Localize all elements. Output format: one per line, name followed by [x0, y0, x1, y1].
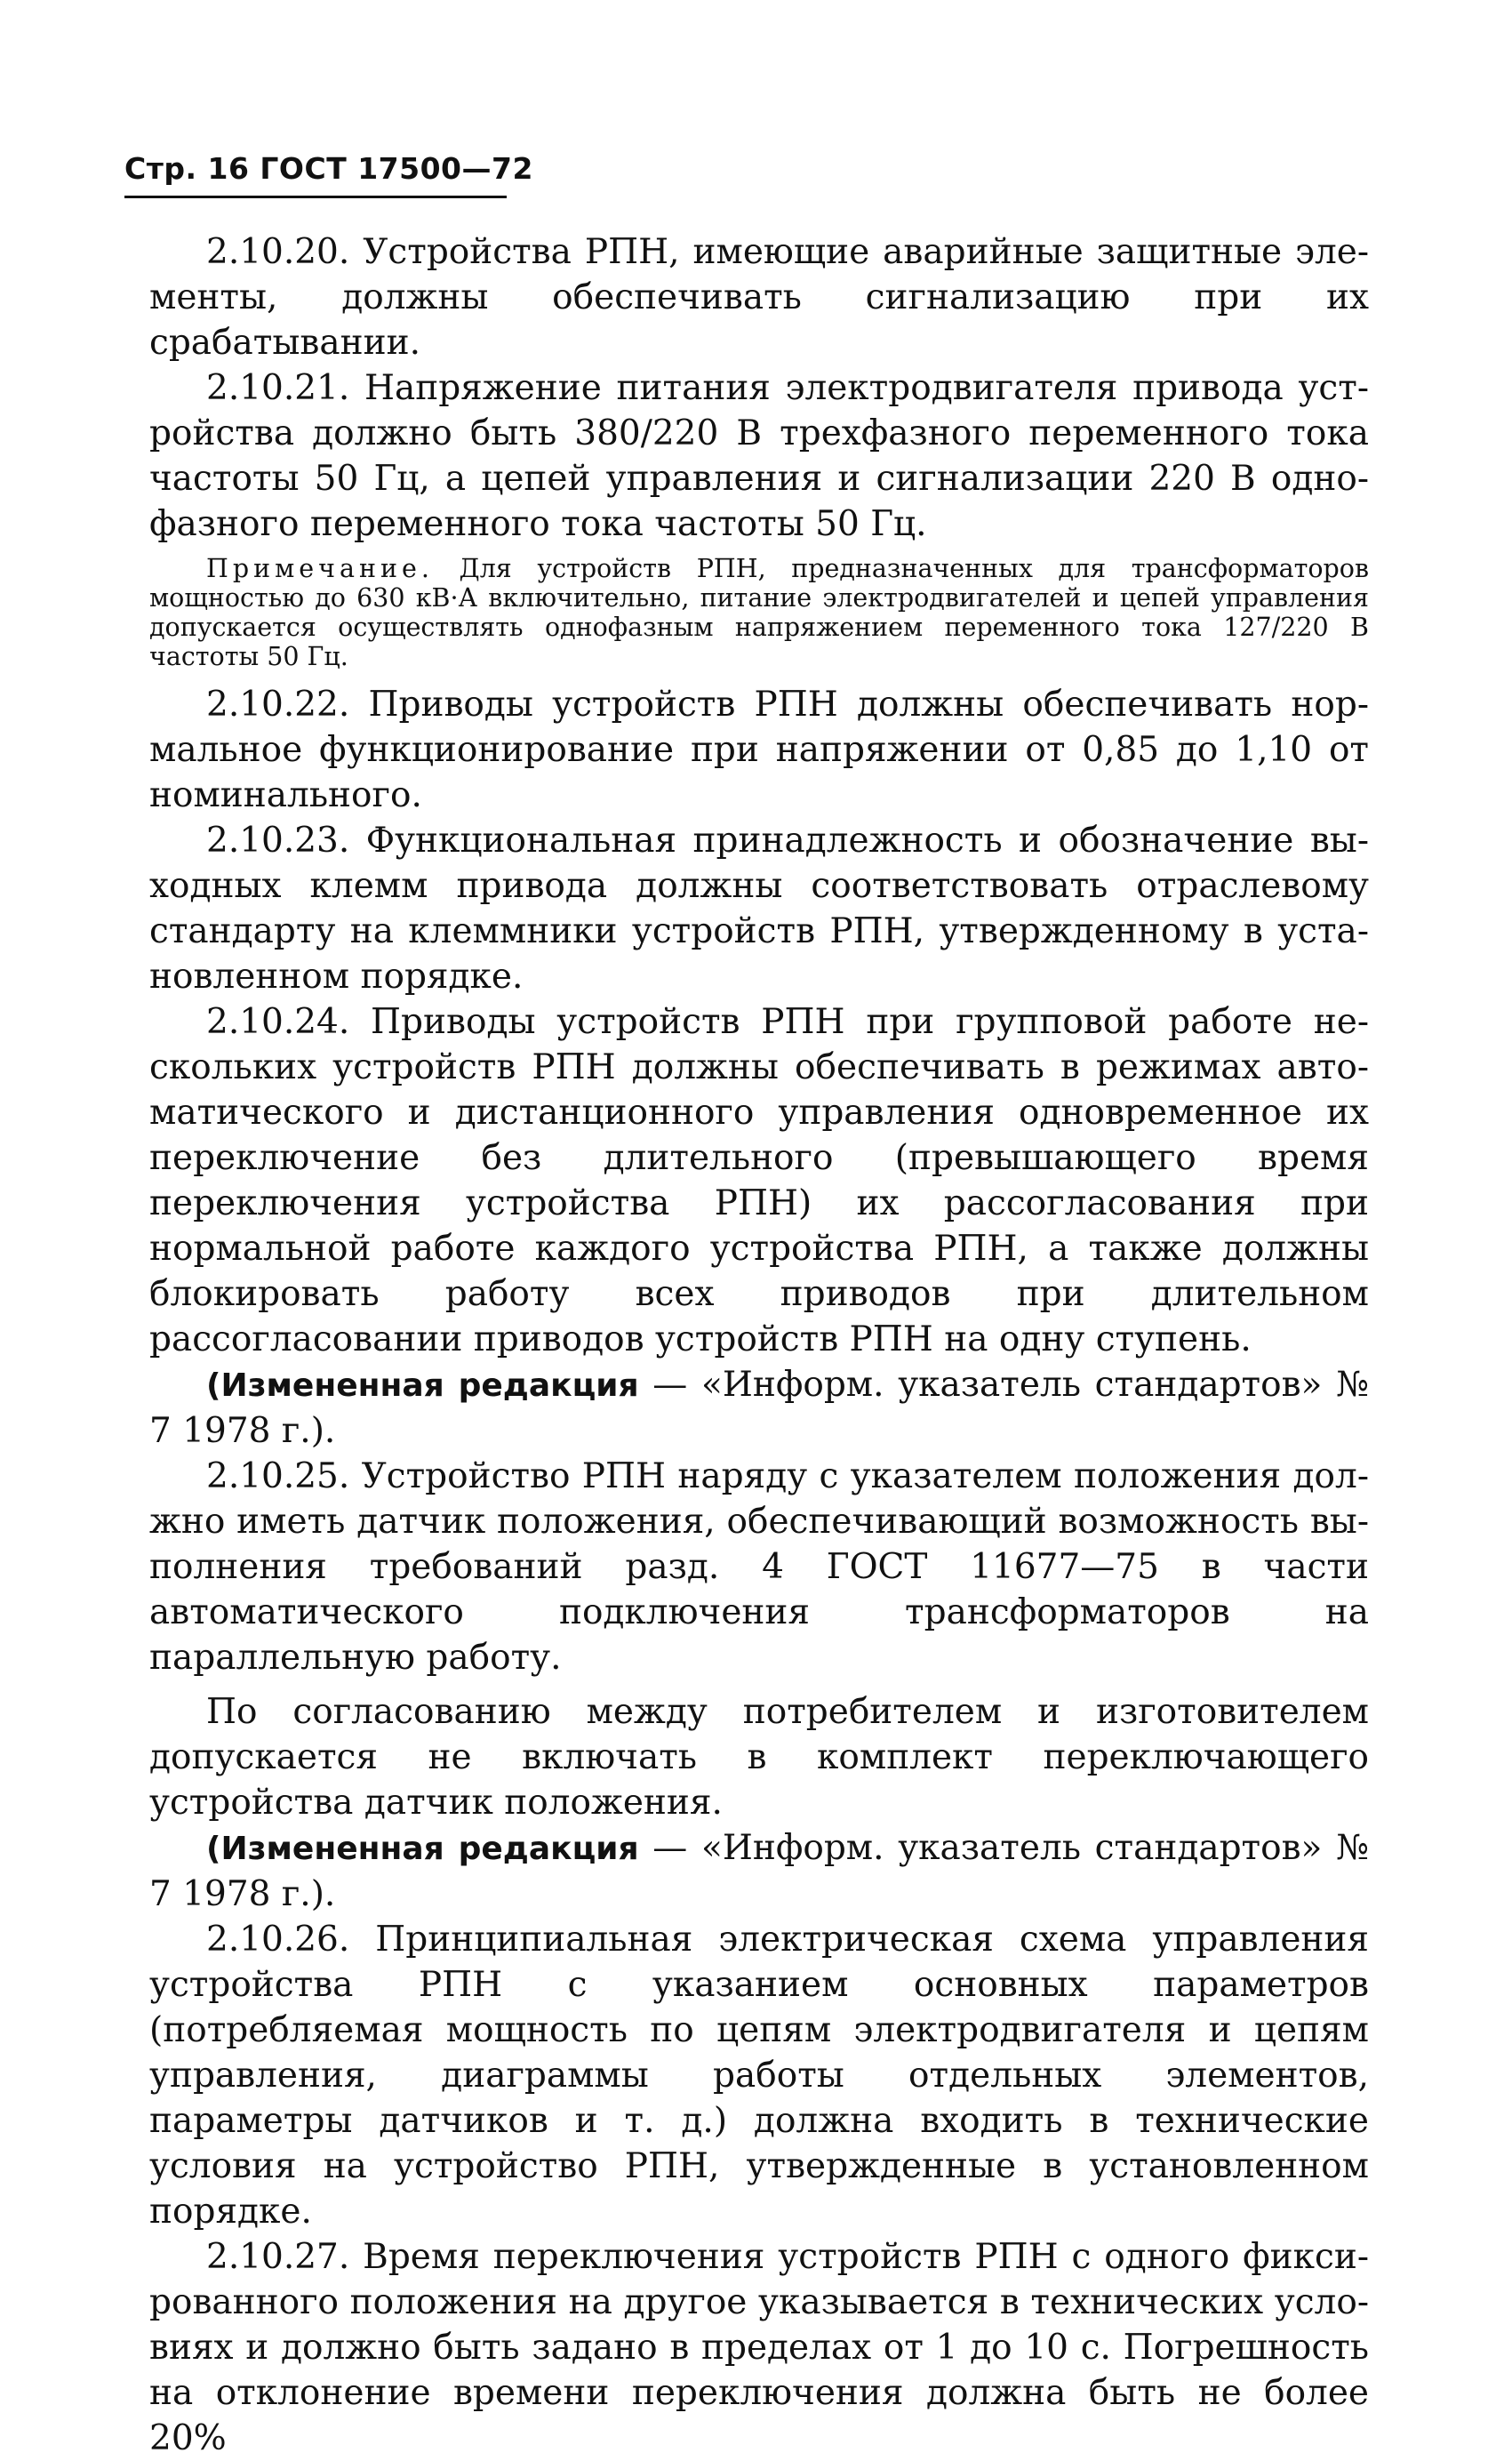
amendment-text-1: — «Информ. указатель стандартов» № 7 1978 г.).	[149, 1365, 1369, 1451]
note-paragraph	[149, 554, 1369, 671]
amendment-label-2: (Измененная редакция	[206, 1831, 639, 1867]
paragraph-2-10-25-continued: По согласованию между потребителем и изготовителем допускается не включать в комплект переключающего устройства датчик положения.	[149, 1692, 1369, 1823]
paragraph-2-10-20: 2.10.20. Устройства РПН, имеющие аварийные защитные элементы, должны обеспечивать сигнализацию при их срабатывании.	[149, 232, 1369, 363]
paragraph-2-10-27: 2.10.27. Время переключения устройств РПН с одного фиксированного положения на другое указывается в технических условиях и должно быть задано в пределах от 1 до 10 с. Погрешность на отклонение времени переключения должна быть не более 20%	[149, 2237, 1369, 2458]
amendment-text-2: — «Информ. указатель стандартов» № 7 1978 г.).	[149, 1828, 1369, 1914]
header-rule	[124, 196, 507, 198]
document-body	[149, 229, 1369, 2461]
note-label: Примечание.	[206, 554, 434, 583]
amendment-label-1: (Измененная редакция	[206, 1367, 639, 1404]
paragraph-2-10-21: 2.10.21. Напряжение питания электродвигателя привода устройства должно быть 380/220 В трехфазного переменного тока частоты 50 Гц, а цепей управления и сигнализации 220 В однофазного переменного тока частоты 50 Гц.	[149, 368, 1369, 544]
paragraph-2-10-22: 2.10.22. Приводы устройств РПН должны обеспечивать нормальное функционирование при напряжении от 0,85 до 1,10 от номинального.	[149, 685, 1369, 815]
paragraph-2-10-24: 2.10.24. Приводы устройств РПН при групповой работе нескольких устройств РПН должны обеспечивать в режимах автоматического и дистанционного управления одновременное их переключение без длительного (превышающего время переключения устройства РПН) их рассогласования при нормальной работе каждого устройства РПН, а также должны блокировать работу всех приводов при длительном рассогласовании приводов устройств РПН на одну ступень.	[149, 1002, 1369, 1359]
paragraph-2-10-26: 2.10.26. Принципиальная электрическая схема управления устройства РПН с указанием основных параметров (потребляемая мощность по цепям электродвигателя и цепям управления, диаграммы работы отдельных элементов, параметры датчиков и т. д.) должна входить в технические условия на устройство РПН, утвержденные в установленном порядке.	[149, 1920, 1369, 2232]
page-header: Стр. 16 ГОСТ 17500—72	[124, 151, 533, 186]
amendment-note-2	[149, 1825, 1369, 1917]
amendment-note-1	[149, 1362, 1369, 1454]
paragraph-2-10-23: 2.10.23. Функциональная принадлежность и обозначение выходных клемм привода должны соответствовать отраслевому стандарту на клеммники устройств РПН, утвержденному в установленном порядке.	[149, 821, 1369, 997]
note-text: Для устройств РПН, предназначенных для трансформаторов мощностью до 630 кВ·А включительно, питание электродвигателей и цепей управления допускается осуществлять однофазным напряжением переменного тока 127/220 В частоты 50 Гц.	[149, 554, 1369, 671]
paragraph-2-10-25: 2.10.25. Устройство РПН наряду с указателем положения должно иметь датчик положения, обеспечивающий возможность выполнения требований разд. 4 ГОСТ 11677—75 в части автоматического подключения трансформаторов на параллельную работу.	[149, 1456, 1369, 1678]
